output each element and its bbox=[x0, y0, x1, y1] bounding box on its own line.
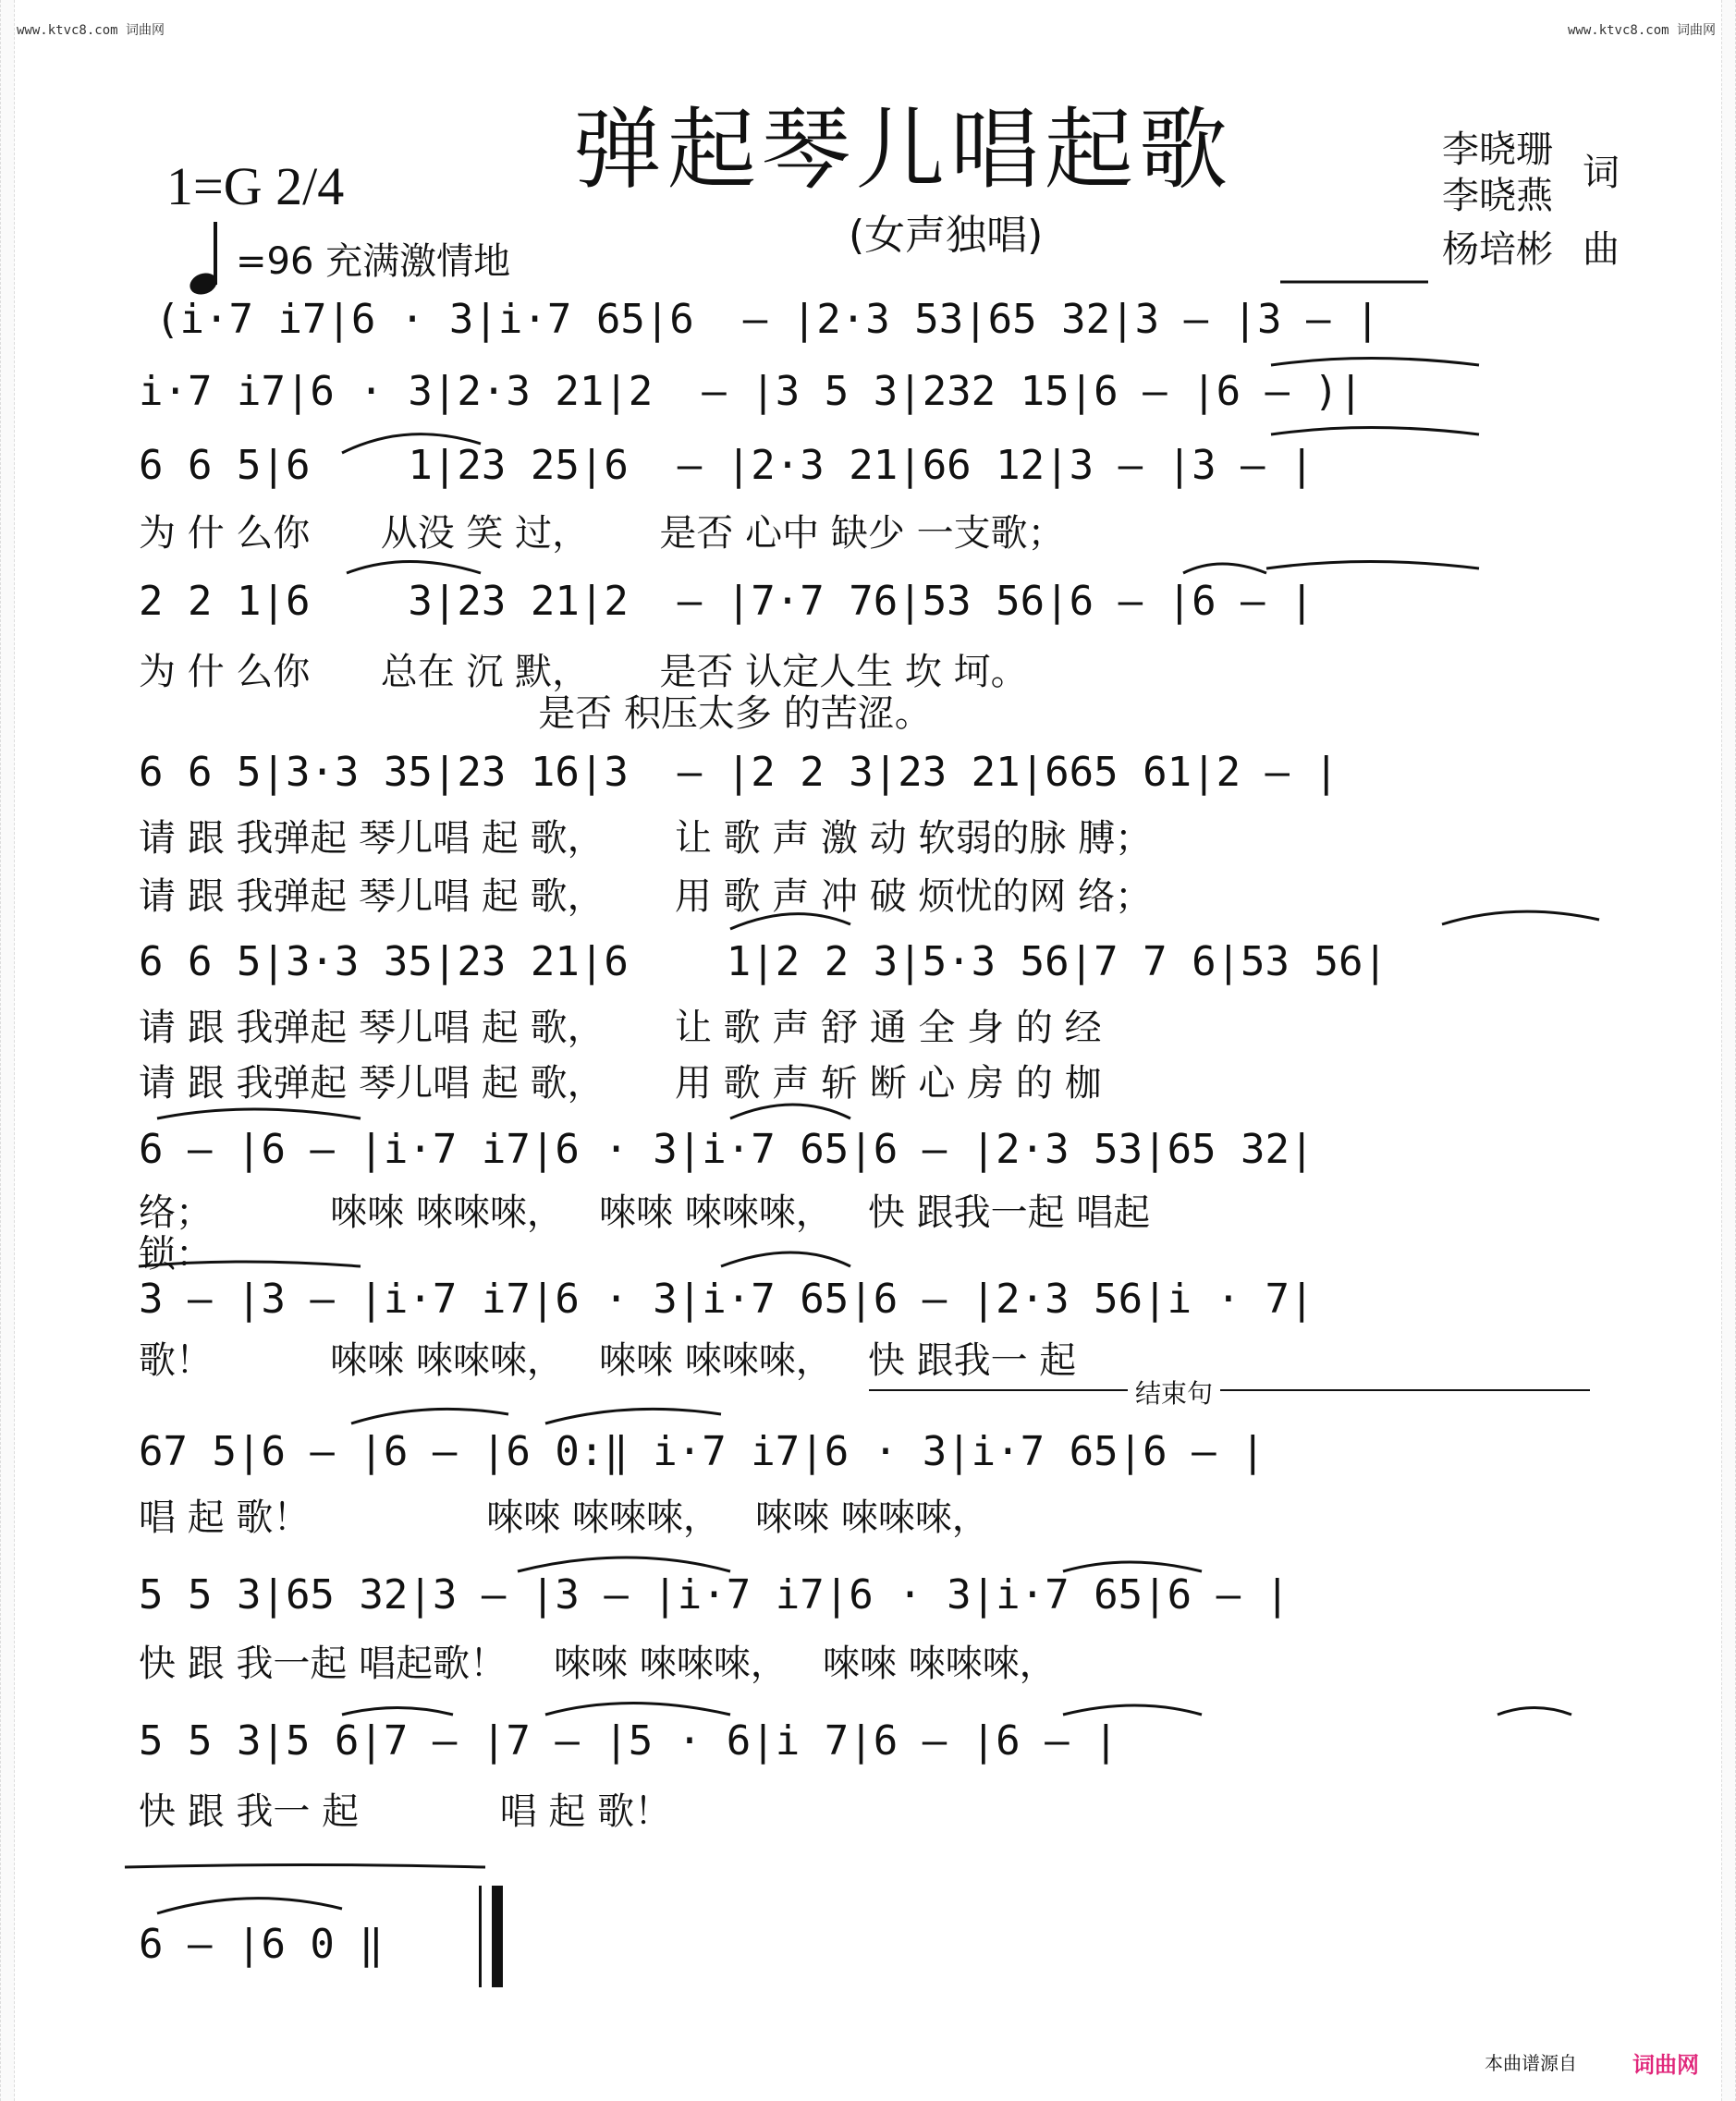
slur-arc bbox=[1498, 1708, 1571, 1716]
slur-arc bbox=[139, 1262, 361, 1266]
watermark-left: www.ktvc8.com 词曲网 bbox=[17, 23, 165, 38]
lyric-row-4: 请 跟 我弹起 琴儿唱 起 歌， 让 歌 声 激 动 软弱的脉 膊； bbox=[139, 817, 1153, 860]
lyric-row-1: 为 什 么你 从没 笑 过， 是否 心中 缺少 一支歌； bbox=[139, 512, 1065, 555]
song-title: 弹起琴儿唱起歌 bbox=[573, 98, 1233, 202]
slur-arc bbox=[730, 1105, 850, 1118]
slur-arc bbox=[1271, 428, 1479, 435]
score-row-10: 5 5 3|65 32|3 — |3 — |i·7 i7|6 · 3|i·7 65|6 — | bbox=[139, 1571, 1290, 1619]
slur-arc bbox=[1063, 1705, 1202, 1715]
lyric-row-12: 快 跟 我一起 唱起歌！ 唻唻 唻唻唻， 唻唻 唻唻唻， bbox=[139, 1643, 1057, 1685]
slur-arc bbox=[721, 1252, 850, 1266]
score-row-8: 3 — |3 — |i·7 i7|6 · 3|i·7 65|6 — |2·3 56|i · 7| bbox=[139, 1276, 1314, 1323]
lyric-row-6: 请 跟 我弹起 琴儿唱 起 歌， 让 歌 声 舒 通 全 身 的 经 bbox=[139, 1007, 1102, 1049]
slur-arc bbox=[545, 1409, 721, 1423]
slur-arc bbox=[545, 1704, 730, 1716]
score-row-7: 6 — |6 — |i·7 i7|6 · 3|i·7 65|6 — |2·3 53|65 32| bbox=[139, 1126, 1314, 1173]
lyric-row-7: 请 跟 我弹起 琴儿唱 起 歌， 用 歌 声 斩 断 心 房 的 枷 bbox=[139, 1062, 1102, 1105]
slur-arc bbox=[1266, 562, 1479, 569]
slur-arc bbox=[1063, 1562, 1202, 1571]
key-signature: 1=G 2/4 bbox=[166, 156, 345, 216]
slur-arc bbox=[518, 1557, 730, 1571]
lyric-row-13: 快 跟 我一 起 唱 起 歌！ bbox=[139, 1790, 672, 1833]
score-row-5: 6 6 5|3·3 35|23 16|3 — |2 2 3|23 21|665 61|2 — | bbox=[139, 749, 1339, 796]
footer-brand[interactable]: 词曲网 bbox=[1632, 2052, 1699, 2078]
slur-arc bbox=[347, 562, 481, 574]
lyric-row-9: 锁： bbox=[139, 1233, 213, 1276]
slur-arc bbox=[342, 1708, 453, 1716]
composer-role: 曲 bbox=[1583, 228, 1620, 271]
slur-arc bbox=[157, 1899, 342, 1913]
lyric-row-10: 歌！ 唻唻 唻唻唻， 唻唻 唻唻唻， 快 跟我一 起 bbox=[139, 1339, 1077, 1382]
lyric-row-3: 是否 积压太多 的苦涩。 bbox=[139, 692, 932, 735]
song-subtitle: (女声独唱) bbox=[849, 212, 1044, 259]
lyricist-2: 李晓燕 bbox=[1442, 175, 1553, 217]
score-row-11: 5 5 3|5 6|7 — |7 — |5 · 6|i 7|6 — |6 — | bbox=[139, 1717, 1119, 1765]
slur-arc bbox=[1183, 564, 1266, 573]
ending-label: 结束句 bbox=[1128, 1374, 1220, 1411]
score-row-12: 6 — |6 0 ‖ bbox=[139, 1921, 384, 1968]
lyric-row-8: 络； 唻唻 唻唻唻， 唻唻 唻唻唻， 快 跟我一起 唱起 bbox=[139, 1191, 1151, 1234]
slur-arc bbox=[1442, 911, 1599, 924]
score-row-3: 6 6 5|6 1|23 25|6 — |2·3 21|66 12|3 — |3 — | bbox=[139, 442, 1314, 489]
score-row-9: 67 5|6 — |6 — |6 0:‖ i·7 i7|6 · 3|i·7 65|6 — | bbox=[139, 1428, 1265, 1475]
lyricist-role: 词 bbox=[1583, 152, 1620, 194]
lyric-row-2: 为 什 么你 总在 沉 默， 是否 认定人生 坎 坷。 bbox=[139, 651, 1028, 693]
tempo-text: =96 充满激情地 bbox=[236, 239, 511, 283]
score-row-2: i·7 i7|6 · 3|2·3 21|2 — |3 5 3|232 15|6 — |6 — )| bbox=[139, 368, 1363, 415]
footer-source: 本曲谱源自 bbox=[1485, 2052, 1577, 2074]
slur-arc bbox=[351, 1409, 508, 1423]
score-row-4: 2 2 1|6 3|23 21|2 — |7·7 76|53 56|6 — |6 — | bbox=[139, 578, 1314, 625]
lyricist-1: 李晓珊 bbox=[1442, 128, 1553, 171]
lyric-row-5: 请 跟 我弹起 琴儿唱 起 歌， 用 歌 声 冲 破 烦忧的网 络； bbox=[139, 875, 1153, 918]
composer: 杨培彬 bbox=[1442, 228, 1553, 271]
slur-arc bbox=[342, 434, 481, 453]
lyric-row-11: 唱 起 歌！ 唻唻 唻唻唻， 唻唻 唻唻唻， bbox=[139, 1496, 989, 1539]
slur-arc bbox=[1271, 359, 1479, 366]
watermark-right: www.ktvc8.com 词曲网 bbox=[1567, 23, 1716, 38]
slur-arc bbox=[157, 1109, 361, 1118]
slur-arc bbox=[125, 1865, 485, 1868]
score-row-1: (i·7 i7|6 · 3|i·7 65|6 — |2·3 53|65 32|3 — |3 — | bbox=[155, 296, 1380, 343]
slur-arc bbox=[730, 914, 850, 929]
score-row-6: 6 6 5|3·3 35|23 21|6 1|2 2 3|5·3 56|7 7 6|53 56| bbox=[139, 938, 1388, 985]
